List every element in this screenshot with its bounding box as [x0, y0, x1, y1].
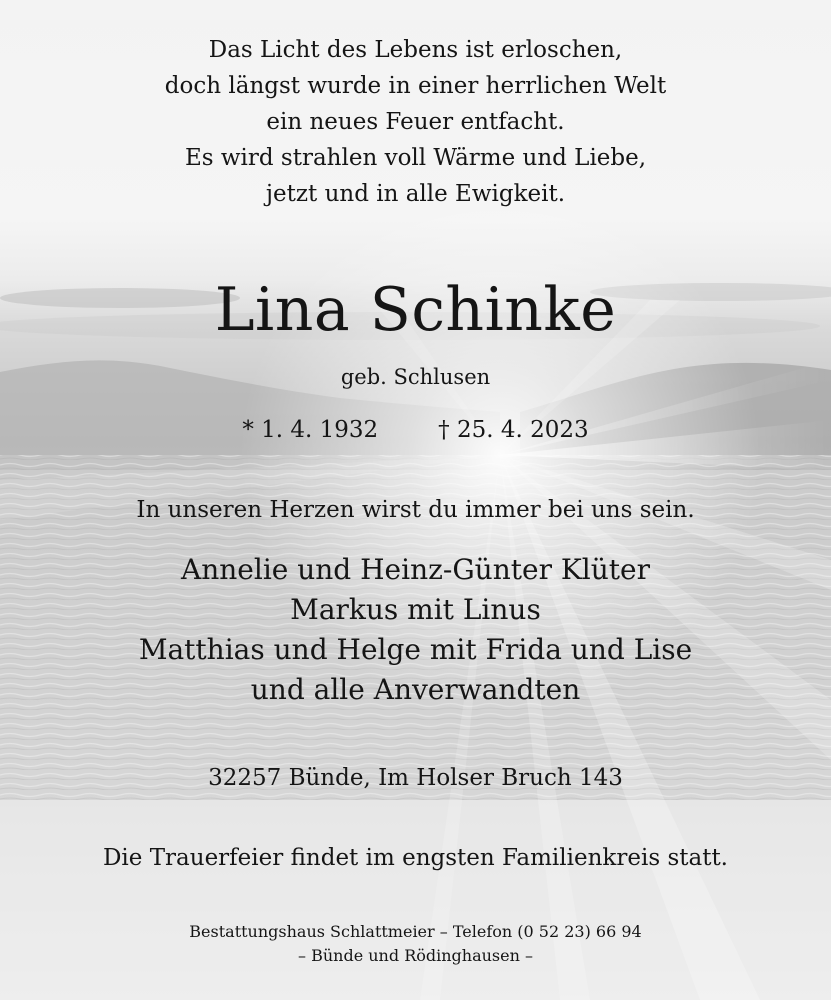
undertaker-line: Bestattungshaus Schlattmeier – Telefon (0 52 23) 66 94 [189, 922, 642, 941]
mourner-line: Matthias und Helge mit Frida und Lise [138, 633, 693, 666]
verse-line: doch längst wurde in einer herrlichen Welt [164, 73, 667, 99]
undertaker-line: – Bünde und Rödinghausen – [298, 946, 533, 965]
life-dates [0, 414, 831, 446]
verse-line: jetzt und in alle Ewigkeit. [265, 181, 566, 207]
birth-name: geb. Schlusen [340, 365, 491, 389]
mourner-line: Annelie und Heinz-Günter Klüter [181, 553, 650, 586]
mourner-line: und alle Anverwandten [250, 673, 581, 706]
verse-line: Es wird strahlen voll Wärme und Liebe, [184, 145, 647, 171]
birth-date: * 1. 4. 1932 [242, 417, 379, 443]
deceased-name: Lina Schinke [214, 275, 617, 345]
mourners-list [0, 550, 831, 710]
family-address: 32257 Bünde, Im Holser Bruch 143 [208, 765, 623, 791]
memorial-verse [0, 32, 831, 212]
death-date: † 25. 4. 2023 [438, 417, 589, 443]
memorial-motto: In unseren Herzen wirst du immer bei uns sein. [136, 497, 695, 523]
funeral-note: Die Trauerfeier findet im engsten Familienkreis statt. [102, 845, 728, 871]
mourner-line: Markus mit Linus [290, 593, 541, 626]
verse-line: ein neues Feuer entfacht. [266, 109, 565, 135]
undertaker-info [0, 920, 831, 968]
verse-line: Das Licht des Lebens ist erloschen, [208, 37, 623, 63]
